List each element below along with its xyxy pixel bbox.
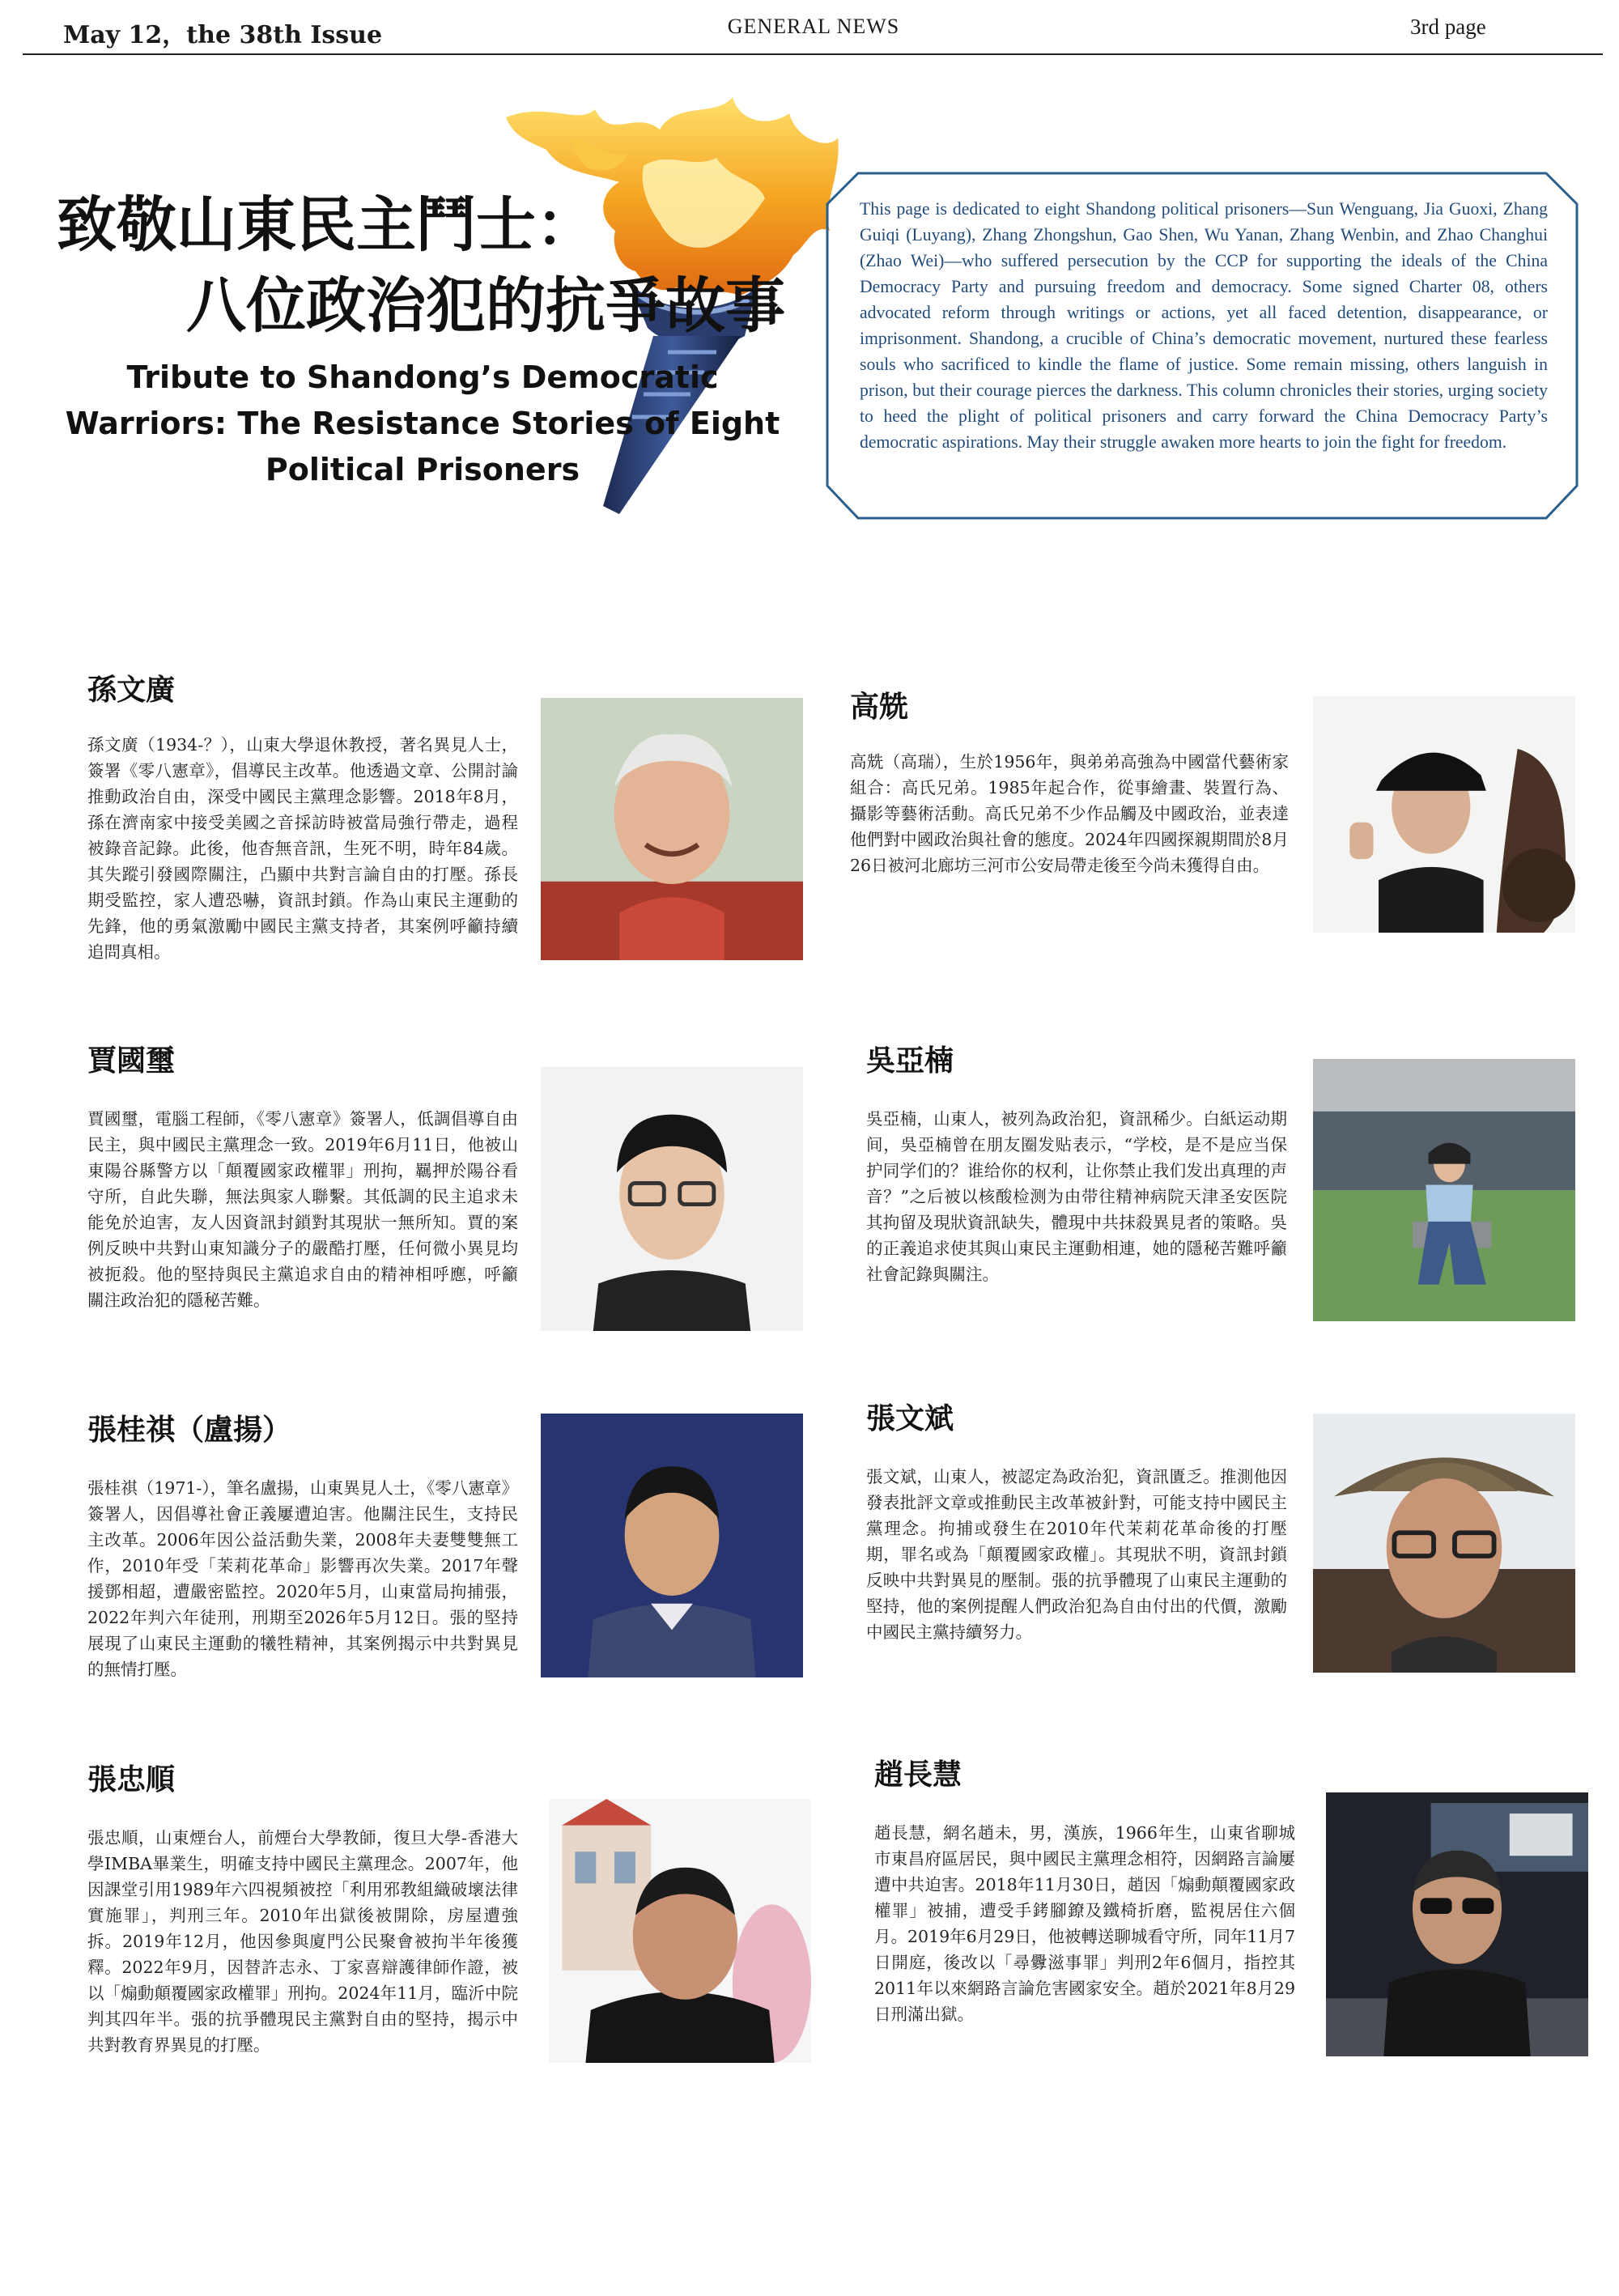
photo-zhao-changhui: [1326, 1792, 1588, 2056]
profile-zhao-changhui: [874, 1752, 1328, 2024]
headline-chinese: [57, 185, 785, 347]
profile-wu-yanan: [866, 1038, 1319, 1284]
profile-zhang-guiqi: [87, 1407, 541, 1679]
headline-english: Tribute to Shandong’s Democratic Warriors: The Resistance Stories of Eight Political Prisoners: [65, 359, 780, 487]
profile-jia-guoxi: [87, 1038, 541, 1310]
profile-name: 吳亞楠: [866, 1044, 954, 1078]
profile-name: 張忠順: [87, 1762, 176, 1796]
profile-zhang-zhongshun: [87, 1757, 541, 2055]
photo-sun-wenguang: [541, 698, 803, 960]
headline-line2: 八位政治犯的抗爭故事: [186, 271, 785, 341]
issue-date: May 12，the 38th Issue: [63, 21, 383, 49]
profile-bio: 趙長慧，網名趙未，男，漢族，1966年生，山東省聊城市東昌府區居民，與中國民主黨理念相符，因網路言論屢遭中共迫害。2018年11月30日，趙因「煽動顛覆國家政權罪」被捕，遭受手銬腳鐐及鐵椅折磨，監視居住六個月。2019年6月29日，他被轉送聊城看守所，同年11月7日開庭，後改以「尋釁滋事罪」判刑2年6個月，指控其2011年以來網路言論危害國家安全。趙於2021年8月29日刑滿出獄。: [874, 1823, 1295, 2024]
profile-bio: 張文斌，山東人，被認定為政治犯，資訊匱乏。推測他因發表批評文章或推動民主改革被針對，可能支持中國民主黨理念。拘捕或發生在2010年代茉莉花革命後的打壓期，罪名或為「顛覆國家政權」。其現狀不明，資訊封鎖反映中共對異見的壓制。張的抗爭體現了山東民主運動的堅持，他的案例提醒人們政治犯為自由付出的代價，激勵中國民主黨持續努力。: [866, 1467, 1287, 1642]
profile-name: 賈國璽: [87, 1044, 176, 1078]
profile-gao-shen: [850, 684, 1303, 875]
profile-bio: 高兟（高瑞），生於1956年，與弟弟高強為中國當代藝術家組合：高氏兄弟。1985年起合作，從事繪畫、裝置行為、攝影等藝術活動。高氏兄弟不少作品觸及中國政治，並表達他們對中國政治與社會的態度。2024年四國探親期間於8月26日被河北廊坊三河市公安局帶走後至今尚未獲得自由。: [850, 752, 1289, 875]
intro-box: [826, 172, 1579, 520]
profile-sun-wenguang: [87, 667, 541, 962]
profile-bio: 張忠順，山東煙台人，前煙台大學教師，復旦大學-香港大學IMBA畢業生，明確支持中國民主黨理念。2007年，他因課堂引用1989年六四視頻被控「利用邪教組織破壞法律實施罪」，判刑三年。2010年出獄後被開除，房屋遭強拆。2019年12月，他因參與廈門公民聚會被拘半年後獲釋。2022年9月，因替許志永、丁家喜辯護律師作證，被以「煽動顛覆國家政權罪」刑拘。2024年11月，臨沂中院判其四年半。張的抗爭體現民主黨對自由的堅持，揭示中共對教育界異見的打壓。: [87, 1828, 518, 2055]
profile-zhang-wenbin: [866, 1396, 1319, 1642]
photo-jia-guoxi: [541, 1067, 803, 1331]
photo-zhang-guiqi: [541, 1414, 803, 1677]
section-name: GENERAL NEWS: [727, 15, 900, 38]
profile-name: 張桂祺（盧揚）: [87, 1413, 292, 1447]
profile-bio: 孫文廣（1934-？），山東大學退休教授，著名異見人士，簽署《零八憲章》，倡導民主改革。他透過文章、公開討論推動政治自由，深受中國民主黨理念影響。2018年8月，孫在濟南家中接受美國之音採訪時被當局強行帶走，過程被錄音記錄。此後，他杳無音訊，生死不明，時年84歲。其失蹤引發國際關注，凸顯中共對言論自由的打壓。孫長期受監控，家人遭恐嚇，資訊封鎖。作為山東民主運動的先鋒，他的勇氣激勵中國民主黨支持者，其案例呼籲持續追問真相。: [87, 735, 518, 962]
photo-zhang-wenbin: [1313, 1414, 1575, 1673]
profile-bio: 張桂祺（1971-），筆名盧揚，山東異見人士，《零八憲章》簽署人，因倡導社會正義屢遭迫害。他關注民生，支持民主改革。2006年因公益活動失業，2008年夫妻雙雙無工作，2010年受「茉莉花革命」影響再次失業。2017年聲援鄧相超，遭嚴密監控。2020年5月，山東當局拘捕張，2022年判六年徒刑，刑期至2026年5月12日。張的堅持展現了山東民主運動的犧牲精神，其案例揭示中共對異見的無情打壓。: [87, 1478, 518, 1679]
profile-name: 趙長慧: [874, 1758, 962, 1792]
profile-name: 張文斌: [866, 1401, 954, 1435]
photo-gao-shen: [1313, 696, 1575, 933]
photo-zhang-zhongshun: [549, 1799, 811, 2063]
masthead-rule: [23, 53, 1603, 55]
profile-bio: 賈國璽，電腦工程師，《零八憲章》簽署人，低調倡導自由民主，與中國民主黨理念一致。2019年6月11日，他被山東陽谷縣警方以「顛覆國家政權罪」刑拘，羈押於陽谷看守所，自此失聯，無法與家人聯繫。其低調的民主追求未能免於迫害，友人因資訊封鎖對其現狀一無所知。賈的案例反映中共對山東知識分子的嚴酷打壓，任何微小異見均被扼殺。他的堅持與民主黨追求自由的精神相呼應，呼籲關注政治犯的隱秘苦難。: [87, 1109, 518, 1310]
page-number: 3rd page: [1410, 15, 1486, 39]
profile-bio: 吳亞楠，山東人，被列為政治犯，資訊稀少。白紙运动期间，吳亞楠曾在朋友圈发贴表示，“学校，是不是应当保护同学们的？谁给你的权利，让你禁止我们发出真理的声音？”之后被以核酸检测为由带往精神病院天津圣安医院其拘留及現狀資訊缺失，體現中共抹殺異見者的策略。吳的正義追求使其與山東民主運動相連，她的隱秘苦難呼籲社會記錄與關注。: [866, 1109, 1287, 1284]
masthead: [24, 15, 1603, 53]
headline-line1: 致敬山東民主鬥士：: [57, 190, 596, 260]
profile-name: 孫文廣: [87, 673, 176, 707]
photo-wu-yanan: [1313, 1059, 1575, 1321]
intro-text: This page is dedicated to eight Shandong political prisoners—Sun Wenguang, Jia Guoxi, Zhang Guiqi (Luyang), Zhang Zhongshun, Gao Shen, Wu Yanan, Zhang Wenbin, and Zhao Changhui (Zhao Wei)—who suffered persecution by the CCP for supporting the ideals of the China Democracy Party and pursuing freedom and democracy. Some signed Charter 08, others advocated reform through writings or actions, yet all faced detention, disappearance, or imprisonment. Shandong, a crucible of China’s democratic movement, nurtured these fearless souls who sacrificed to kindle the flame of justice. Some remain missing, others languish in prison, but their courage pierces the darkness. This column chronicles their stories, urging society to heed the plight of political prisoners and carry forward the China Democracy Party’s democratic aspirations. May their struggle awaken more hearts to join the fight for freedom.: [860, 199, 1548, 452]
profile-name: 高兟: [850, 690, 909, 724]
